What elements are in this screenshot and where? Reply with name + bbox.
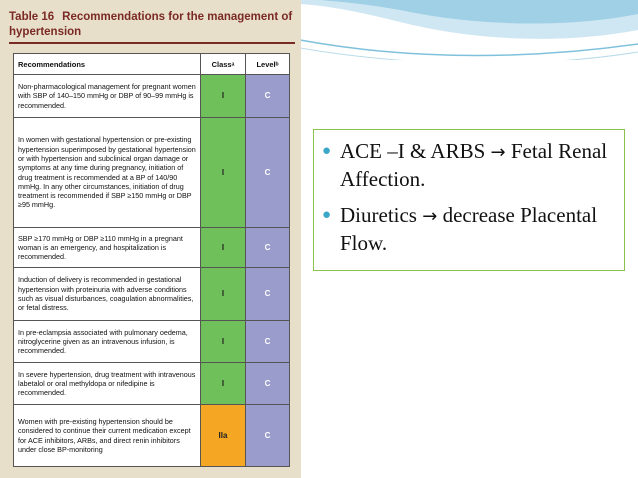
round-bullet-icon: ●: [322, 207, 332, 223]
right-arrow-icon: →: [422, 206, 438, 227]
level-cell: C: [246, 405, 290, 467]
recommendations-table: [13, 53, 290, 467]
recommendation-cell: In women with gestational hypertension or pre-existing hypertension superimposed by gestational hypertension or with hypertension and subclinical organ damage or symptoms at any time during pregnancy, initiation of drug treatment is recommended at a BP of 140/90 mmHg. In any other circumstances, initiation of drug treatment is recommended if SBP ≥150 mmHg or DBP ≥95 mmHg.: [14, 118, 201, 228]
table-row: [14, 363, 290, 405]
level-cell: C: [246, 228, 290, 268]
table-panel: [0, 0, 301, 478]
table-number: Table 16: [9, 11, 55, 23]
class-cell: I: [201, 75, 246, 118]
recommendation-cell: In severe hypertension, drug treatment with intravenous labetalol or oral methyldopa or nifedipine is recommended.: [14, 363, 201, 405]
header-class: Classᵃ: [201, 54, 246, 75]
table-row: [14, 268, 290, 321]
bullet-box: [313, 129, 625, 271]
level-cell: C: [246, 118, 290, 228]
recommendation-cell: Induction of delivery is recommended in gestational hypertension with proteinuria with adverse conditions such as visual disturbances, coagulation abnormalities, or fetal distress.: [14, 268, 201, 321]
level-cell: C: [246, 363, 290, 405]
level-cell: C: [246, 321, 290, 363]
level-cell: C: [246, 268, 290, 321]
recommendation-cell: Women with pre-existing hypertension should be considered to continue their current medication except for ACE inhibitors, ARBs, and direct renin inhibitors under close BP-monitoring: [14, 405, 201, 467]
class-cell: IIa: [201, 405, 246, 467]
class-cell: I: [201, 363, 246, 405]
class-cell: I: [201, 321, 246, 363]
table-title-text: Recommendations for the management of hypertension: [9, 11, 293, 38]
table-title: [9, 10, 299, 40]
header-recommendations: Recommendations: [14, 54, 201, 75]
level-cell: C: [246, 75, 290, 118]
right-arrow-icon: →: [490, 142, 506, 163]
recommendation-cell: In pre-eclampsia associated with pulmonary oedema, nitroglycerine given as an intravenous infusion, is recommended.: [14, 321, 201, 363]
table-row: [14, 321, 290, 363]
bullet-text-part: decrease Placental Flow.: [340, 203, 598, 255]
title-divider: [9, 42, 295, 44]
table-row: [14, 228, 290, 268]
round-bullet-icon: ●: [322, 143, 332, 159]
table-header-row: [14, 54, 290, 75]
table-row: [14, 75, 290, 118]
class-cell: I: [201, 228, 246, 268]
bullet-text: [340, 202, 620, 256]
recommendation-cell: SBP ≥170 mmHg or DBP ≥110 mmHg in a pregnant woman is an emergency, and hospitalization is recommended.: [14, 228, 201, 268]
class-cell: I: [201, 118, 246, 228]
bullet-text: [340, 138, 620, 192]
recommendation-cell: Non-pharmacological management for pregnant women with SBP of 140–150 mmHg or DBP of 90–99 mmHg is recommended.: [14, 75, 201, 118]
bullet-text-part: ACE –I & ARBS: [340, 139, 491, 163]
class-cell: I: [201, 268, 246, 321]
header-level: Levelᵇ: [246, 54, 290, 75]
table-row: [14, 118, 290, 228]
table-row: [14, 405, 290, 467]
bullet-text-part: Diuretics: [340, 203, 423, 227]
bullet-text-part: Fetal Renal Affection.: [340, 139, 608, 191]
